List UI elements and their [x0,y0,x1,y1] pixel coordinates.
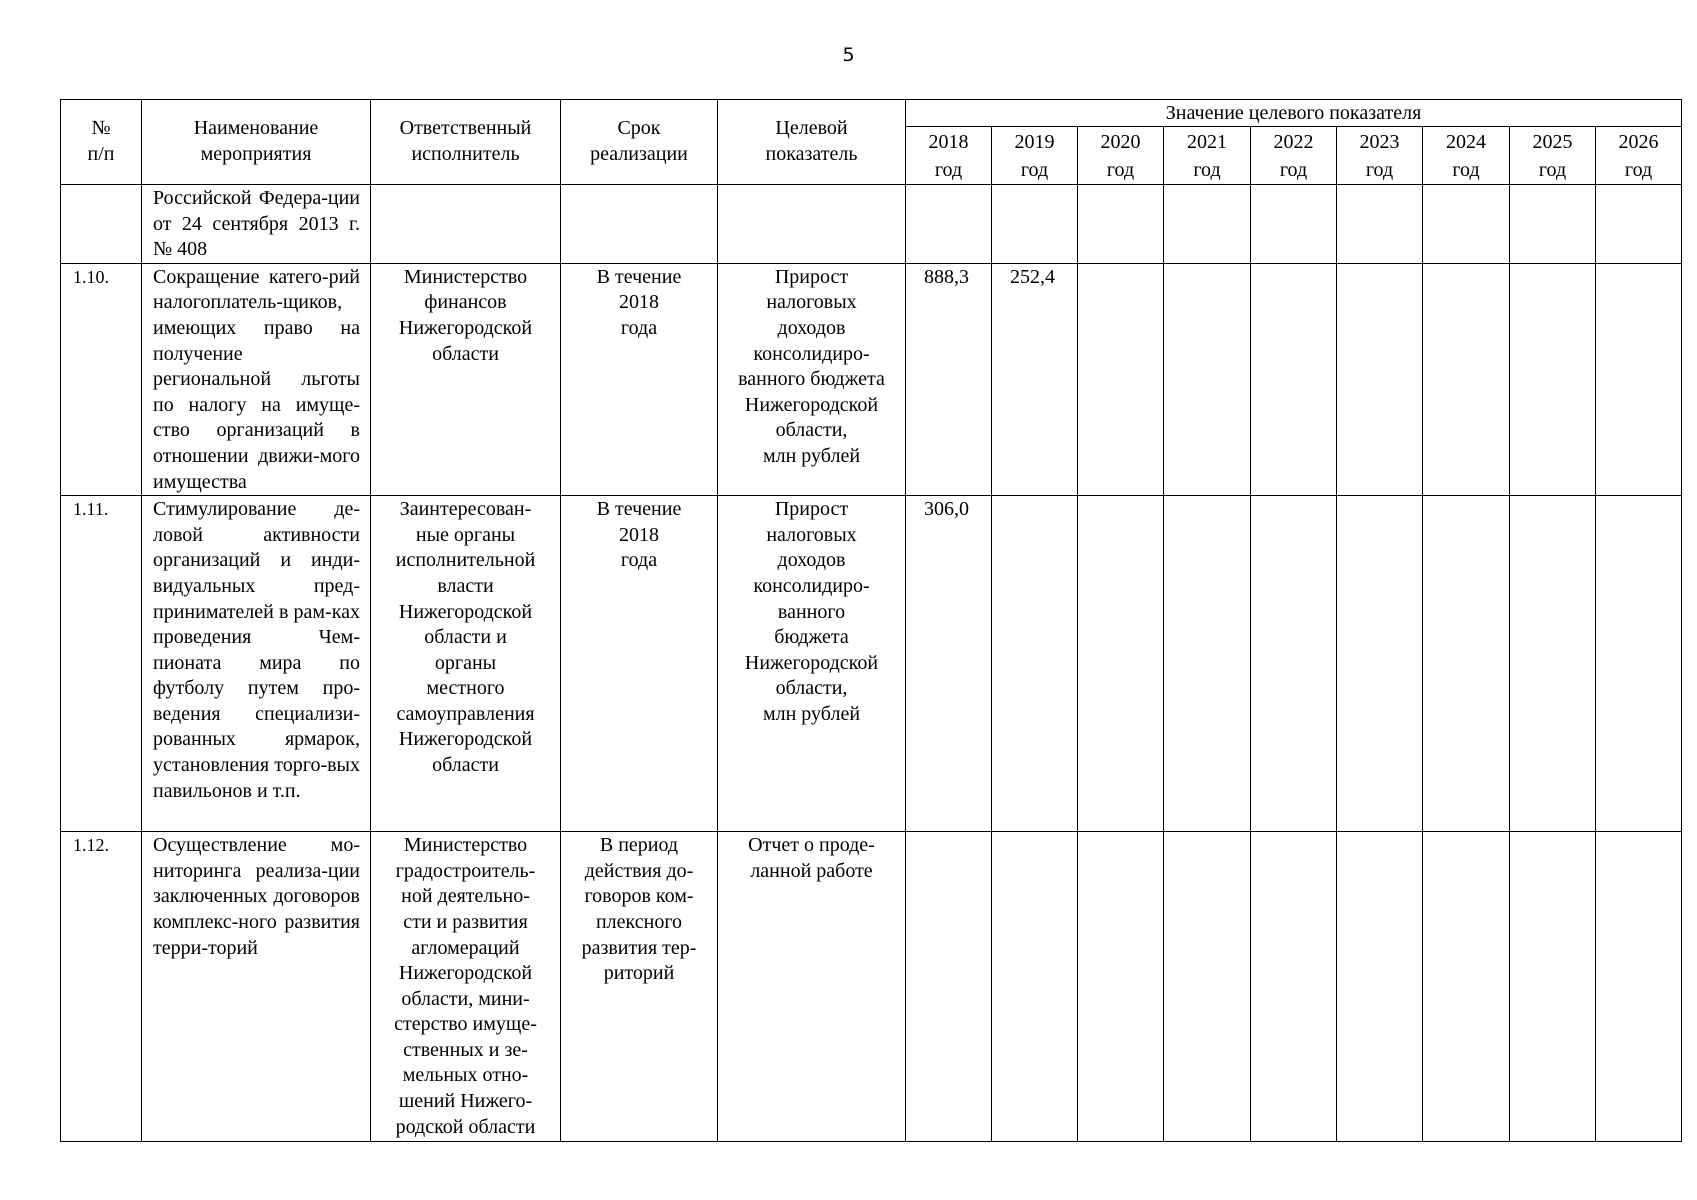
row-value [1510,496,1596,832]
row-value [992,185,1078,264]
row-value [1078,496,1164,832]
table-row [61,496,1682,832]
row-value [1510,832,1596,1142]
row-num [61,185,142,264]
row-value [1251,185,1337,264]
header-values-group: Значение целевого показателя [906,100,1682,127]
row-executor [371,185,561,264]
row-value: 252,4 [992,263,1078,495]
row-value: 306,0 [906,496,992,832]
header-year: 2020 год [1078,127,1164,185]
row-term: В течение 2018 года [561,263,718,495]
row-executor: Заинтересован- ные органы исполнительной власти Нижегородской области и органы местного самоуправления Нижегородской области [371,496,561,832]
row-value [1078,185,1164,264]
row-value [992,832,1078,1142]
row-value [1423,185,1510,264]
row-name: Сокращение катего-рий налогоплатель-щиков, имеющих право на получение региональной льготы по налогу на имуще-ство организаций в отношении движи-мого имущества [142,263,371,495]
row-value [1337,496,1423,832]
header-year: 2022 год [1251,127,1337,185]
header-year: 2023 год [1337,127,1423,185]
row-term: В течение 2018 года [561,496,718,832]
row-value [1337,263,1423,495]
row-value [1596,832,1682,1142]
row-value [1251,263,1337,495]
header-year: 2018 год [906,127,992,185]
row-value [992,496,1078,832]
row-indicator: Прирост налоговых доходов консолидиро- ванного бюджета Нижегородской области, млн рублей [718,263,906,495]
page-number: 5 [842,44,855,66]
row-value [1510,185,1596,264]
header-year: 2025 год [1510,127,1596,185]
row-value [1164,185,1251,264]
row-value [1596,185,1682,264]
header-year: 2026 год [1596,127,1682,185]
table-row [61,185,1682,264]
header-year: 2021 год [1164,127,1251,185]
row-num: 1.11. [61,496,142,832]
row-value [1164,496,1251,832]
table-row [61,263,1682,495]
header-executor: Ответственный исполнитель [371,100,561,185]
row-executor: Министерство градостроитель- ной деятельно- сти и развития агломераций Нижегородской области, мини- стерство имуще- ственных и зе- мельных отно- шений Нижего- родской области [371,832,561,1142]
row-value [1078,263,1164,495]
header-num: № п/п [61,100,142,185]
row-value [1423,496,1510,832]
row-name: Российской Федера-ции от 24 сентября 2013 г. № 408 [142,185,371,264]
row-value: 888,3 [906,263,992,495]
row-num: 1.12. [61,832,142,1142]
row-value [1423,263,1510,495]
target-indicators-table [60,99,1682,1142]
header-year: 2024 год [1423,127,1510,185]
row-name: Осуществление мо-ниторинга реализа-ции заключенных договоров комплекс-ного развития терри-торий [142,832,371,1142]
row-indicator [718,185,906,264]
row-value [906,832,992,1142]
row-value [1337,185,1423,264]
row-value [1078,832,1164,1142]
row-term: В период действия до- говоров ком- плексного развития тер- риторий [561,832,718,1142]
row-value [906,185,992,264]
row-value [1337,832,1423,1142]
row-value [1251,496,1337,832]
row-indicator: Отчет о проде- ланной работе [718,832,906,1142]
header-year: 2019 год [992,127,1078,185]
row-name: Стимулирование де-ловой активности организаций и инди-видуальных пред-принимателей в рам-ках проведения Чем-пионата мира по футболу путем про-ведения специализи-рованных ярмарок, установления торго-вых павильонов и т.п. [142,496,371,832]
row-value [1596,496,1682,832]
row-value [1510,263,1596,495]
row-value [1423,832,1510,1142]
header-indicator: Целевой показатель [718,100,906,185]
header-name: Наименование мероприятия [142,100,371,185]
row-num: 1.10. [61,263,142,495]
row-indicator: Прирост налоговых доходов консолидиро- ванного бюджета Нижегородской области, млн рублей [718,496,906,832]
row-value [1596,263,1682,495]
table-row [61,832,1682,1142]
row-value [1251,832,1337,1142]
row-value [1164,832,1251,1142]
row-value [1164,263,1251,495]
row-term [561,185,718,264]
header-term: Срок реализации [561,100,718,185]
row-executor: Министерство финансов Нижегородской области [371,263,561,495]
